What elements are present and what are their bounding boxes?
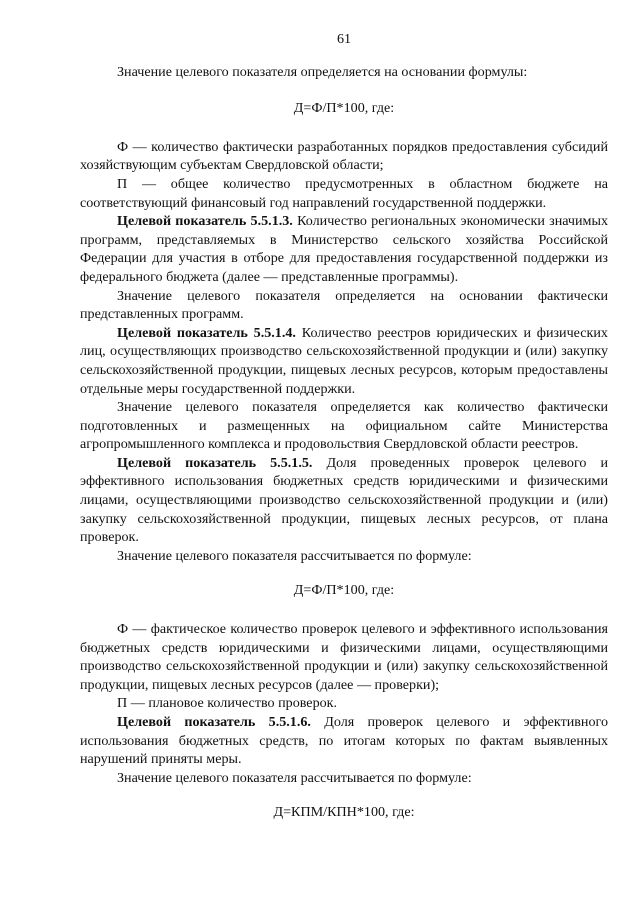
paragraph bbox=[80, 713, 608, 769]
paragraph: Значение целевого показателя определяется на основании фактически представленных программ. bbox=[80, 287, 608, 323]
formula: Д=Ф/П*100, где: bbox=[293, 582, 395, 599]
paragraph bbox=[80, 454, 608, 547]
paragraph: П — плановое количество проверок. bbox=[117, 695, 338, 712]
page-number: 61 bbox=[336, 31, 352, 47]
indicator-label: Целевой показатель 5.5.1.3. bbox=[117, 213, 293, 230]
paragraph: Значение целевого показателя рассчитывается по формуле: bbox=[117, 547, 472, 564]
paragraph: Ф — количество фактически разработанных порядков предоставления субсидий хозяйствующим субъектам Свердловской области; bbox=[80, 138, 608, 174]
paragraph: Значение целевого показателя рассчитывается по формуле: bbox=[117, 769, 472, 786]
indicator-text: Доля проверок целевого и эффективного использования бюджетных средств, по итогам которых по фактам выявленных нарушений приняты меры. bbox=[80, 714, 608, 768]
paragraph: П — общее количество предусмотренных в областном бюджете на соответствующий финансовый год направлений государственной поддержки. bbox=[80, 175, 608, 211]
indicator-label: Целевой показатель 5.5.1.5. bbox=[117, 454, 313, 471]
paragraph: Ф — фактическое количество проверок целевого и эффективного использования бюджетных средств юридическими и физическими лицами, осуществляющими производство сельскохозяйственной продукции и (или) закупку сельскохозяйственной продукции, пищевых лесных ресурсов (далее — проверки); bbox=[80, 621, 608, 693]
formula: Д=КПМ/КПН*100, где: bbox=[273, 804, 415, 821]
indicator-label: Целевой показатель 5.5.1.4. bbox=[117, 324, 296, 341]
formula: Д=Ф/П*100, где: bbox=[293, 100, 395, 117]
paragraph: Значение целевого показателя определяется как количество фактически подготовленных и размещенных на официальном сайте Министерства агропромышленного комплекса и продовольствия Свердловской области реестров. bbox=[80, 399, 608, 453]
paragraph bbox=[80, 212, 608, 286]
indicator-text: Количество региональных экономически значимых программ, представляемых в Министерство сельского хозяйства Российской Федерации для участия в отборе для предоставления государственной поддержки из федерального бюджета (далее — представленные программы). bbox=[80, 213, 608, 285]
paragraph: Значение целевого показателя определяется на основании формулы: bbox=[117, 63, 528, 80]
indicator-text: Доля проведенных проверок целевого и эффективного использования бюджетных средств юридическими и физическими лицами, осуществляющими производство сельскохозяйственной продукции и (или) закупку сельскохозяйственной продукции, пищевых лесных ресурсов, от плана проверок. bbox=[80, 454, 608, 546]
indicator-label: Целевой показатель 5.5.1.6. bbox=[117, 714, 311, 730]
paragraph bbox=[80, 324, 608, 398]
indicator-text: Количество реестров юридических и физических лиц, осуществляющих производство сельскохозяйственной продукции и (или) закупку сельскохозяйственной продукции, пищевых лесных ресурсов, которым предоставлены отдельные меры государственной поддержки. bbox=[80, 324, 608, 397]
